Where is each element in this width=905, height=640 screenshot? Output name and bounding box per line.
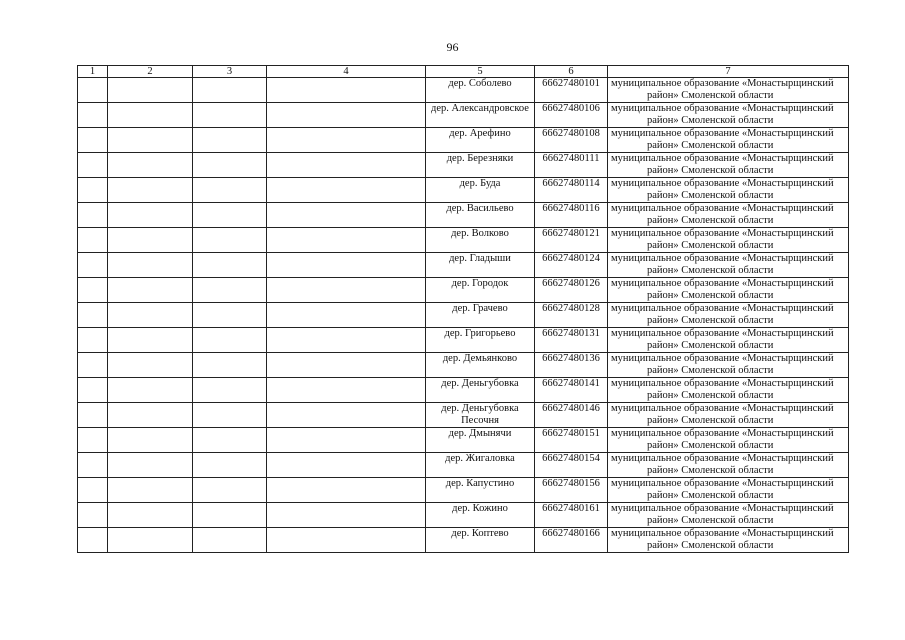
settlement-name-cell: дер. Грачево bbox=[426, 303, 535, 328]
empty-cell-col-4 bbox=[267, 428, 426, 453]
empty-cell-col-3 bbox=[193, 528, 267, 553]
oktmo-code-cell: 66627480128 bbox=[535, 303, 608, 328]
empty-cell-col-3 bbox=[193, 428, 267, 453]
municipality-line-2: район» Смоленской области bbox=[647, 189, 774, 201]
empty-cell-col-3 bbox=[193, 228, 267, 253]
table-row bbox=[78, 178, 849, 203]
empty-cell-col-4 bbox=[267, 228, 426, 253]
empty-cell-col-1 bbox=[78, 103, 108, 128]
column-header-4: 4 bbox=[267, 66, 426, 78]
municipality-line-1: муниципальное образование «Монастырщинский bbox=[611, 478, 834, 489]
empty-cell-col-1 bbox=[78, 478, 108, 503]
oktmo-code-cell: 66627480126 bbox=[535, 278, 608, 303]
empty-cell-col-2 bbox=[108, 103, 193, 128]
settlement-name-cell: дер. Буда bbox=[426, 178, 535, 203]
municipality-line-2: район» Смоленской области bbox=[647, 89, 774, 101]
empty-cell-col-4 bbox=[267, 78, 426, 103]
empty-cell-col-2 bbox=[108, 478, 193, 503]
empty-cell-col-1 bbox=[78, 153, 108, 178]
settlement-name-cell: дер. Деньгубовка Песочня bbox=[426, 403, 535, 428]
empty-cell-col-4 bbox=[267, 378, 426, 403]
empty-cell-col-4 bbox=[267, 203, 426, 228]
oktmo-code-cell: 66627480141 bbox=[535, 378, 608, 403]
column-header-7: 7 bbox=[608, 66, 849, 78]
empty-cell-col-4 bbox=[267, 453, 426, 478]
empty-cell-col-2 bbox=[108, 528, 193, 553]
municipality-cell bbox=[608, 453, 849, 478]
empty-cell-col-4 bbox=[267, 278, 426, 303]
municipality-line-1: муниципальное образование «Монастырщинский bbox=[611, 303, 834, 314]
empty-cell-col-4 bbox=[267, 153, 426, 178]
municipality-line-2: район» Смоленской области bbox=[647, 339, 774, 351]
empty-cell-col-4 bbox=[267, 303, 426, 328]
header-row bbox=[78, 66, 849, 78]
municipality-line-1: муниципальное образование «Монастырщинский bbox=[611, 228, 834, 239]
municipality-line-1: муниципальное образование «Монастырщинский bbox=[611, 78, 834, 89]
table-row bbox=[78, 153, 849, 178]
empty-cell-col-4 bbox=[267, 403, 426, 428]
empty-cell-col-3 bbox=[193, 503, 267, 528]
settlement-name-cell: дер. Жигаловка bbox=[426, 453, 535, 478]
municipality-cell bbox=[608, 153, 849, 178]
empty-cell-col-3 bbox=[193, 328, 267, 353]
empty-cell-col-1 bbox=[78, 128, 108, 153]
municipality-line-1: муниципальное образование «Монастырщинский bbox=[611, 153, 834, 164]
oktmo-code-cell: 66627480114 bbox=[535, 178, 608, 203]
table-row bbox=[78, 278, 849, 303]
municipality-cell bbox=[608, 303, 849, 328]
municipality-line-1: муниципальное образование «Монастырщинский bbox=[611, 253, 834, 264]
empty-cell-col-4 bbox=[267, 478, 426, 503]
settlement-name-cell: дер. Васильево bbox=[426, 203, 535, 228]
municipality-line-1: муниципальное образование «Монастырщинский bbox=[611, 378, 834, 389]
table-row bbox=[78, 503, 849, 528]
column-header-3: 3 bbox=[193, 66, 267, 78]
table-row bbox=[78, 253, 849, 278]
municipality-line-2: район» Смоленской области bbox=[647, 114, 774, 126]
empty-cell-col-3 bbox=[193, 278, 267, 303]
municipality-cell bbox=[608, 478, 849, 503]
table-header bbox=[78, 66, 849, 78]
settlement-name-cell: дер. Демьянково bbox=[426, 353, 535, 378]
empty-cell-col-4 bbox=[267, 353, 426, 378]
municipality-line-1: муниципальное образование «Монастырщинский bbox=[611, 328, 834, 339]
table-row bbox=[78, 478, 849, 503]
empty-cell-col-1 bbox=[78, 328, 108, 353]
municipality-cell bbox=[608, 353, 849, 378]
oktmo-code-cell: 66627480124 bbox=[535, 253, 608, 278]
empty-cell-col-2 bbox=[108, 303, 193, 328]
municipality-line-1: муниципальное образование «Монастырщинский bbox=[611, 453, 834, 464]
municipality-cell bbox=[608, 253, 849, 278]
municipality-line-2: район» Смоленской области bbox=[647, 264, 774, 276]
empty-cell-col-4 bbox=[267, 178, 426, 203]
settlement-name-cell: дер. Капустино bbox=[426, 478, 535, 503]
column-header-5: 5 bbox=[426, 66, 535, 78]
empty-cell-col-1 bbox=[78, 228, 108, 253]
empty-cell-col-3 bbox=[193, 128, 267, 153]
municipality-cell bbox=[608, 328, 849, 353]
table-row bbox=[78, 403, 849, 428]
table-row bbox=[78, 328, 849, 353]
empty-cell-col-3 bbox=[193, 103, 267, 128]
settlement-name-cell: дер. Григорьево bbox=[426, 328, 535, 353]
empty-cell-col-1 bbox=[78, 378, 108, 403]
settlement-name-cell: дер. Дмынячи bbox=[426, 428, 535, 453]
municipality-cell bbox=[608, 528, 849, 553]
oktmo-code-cell: 66627480116 bbox=[535, 203, 608, 228]
oktmo-code-cell: 66627480146 bbox=[535, 403, 608, 428]
empty-cell-col-4 bbox=[267, 528, 426, 553]
oktmo-code-cell: 66627480111 bbox=[535, 153, 608, 178]
table-row bbox=[78, 128, 849, 153]
empty-cell-col-2 bbox=[108, 453, 193, 478]
empty-cell-col-4 bbox=[267, 103, 426, 128]
empty-cell-col-3 bbox=[193, 178, 267, 203]
empty-cell-col-2 bbox=[108, 278, 193, 303]
settlement-name-cell: дер. Александровское bbox=[426, 103, 535, 128]
table-body bbox=[78, 78, 849, 553]
column-header-2: 2 bbox=[108, 66, 193, 78]
municipality-line-1: муниципальное образование «Монастырщинский bbox=[611, 528, 834, 539]
table-row bbox=[78, 428, 849, 453]
table-row bbox=[78, 378, 849, 403]
empty-cell-col-3 bbox=[193, 403, 267, 428]
municipality-line-2: район» Смоленской области bbox=[647, 139, 774, 151]
empty-cell-col-2 bbox=[108, 178, 193, 203]
settlement-name-cell: дер. Арефино bbox=[426, 128, 535, 153]
municipality-cell bbox=[608, 378, 849, 403]
settlement-name-cell: дер. Соболево bbox=[426, 78, 535, 103]
municipality-cell bbox=[608, 178, 849, 203]
empty-cell-col-1 bbox=[78, 303, 108, 328]
empty-cell-col-3 bbox=[193, 453, 267, 478]
municipality-line-1: муниципальное образование «Монастырщинский bbox=[611, 178, 834, 189]
empty-cell-col-1 bbox=[78, 453, 108, 478]
municipality-line-2: район» Смоленской области bbox=[647, 389, 774, 401]
oktmo-code-cell: 66627480166 bbox=[535, 528, 608, 553]
empty-cell-col-3 bbox=[193, 353, 267, 378]
empty-cell-col-3 bbox=[193, 203, 267, 228]
oktmo-code-cell: 66627480151 bbox=[535, 428, 608, 453]
municipality-cell bbox=[608, 78, 849, 103]
settlement-name-cell: дер. Городок bbox=[426, 278, 535, 303]
empty-cell-col-1 bbox=[78, 503, 108, 528]
table-row bbox=[78, 453, 849, 478]
settlement-name-cell: дер. Коптево bbox=[426, 528, 535, 553]
municipality-line-2: район» Смоленской области bbox=[647, 539, 774, 551]
empty-cell-col-3 bbox=[193, 153, 267, 178]
registry-table bbox=[77, 65, 849, 553]
settlement-name-cell: дер. Деньгубовка bbox=[426, 378, 535, 403]
table-row bbox=[78, 203, 849, 228]
empty-cell-col-2 bbox=[108, 328, 193, 353]
municipality-line-1: муниципальное образование «Монастырщинский bbox=[611, 128, 834, 139]
municipality-cell bbox=[608, 128, 849, 153]
oktmo-code-cell: 66627480161 bbox=[535, 503, 608, 528]
empty-cell-col-3 bbox=[193, 478, 267, 503]
municipality-cell bbox=[608, 403, 849, 428]
oktmo-code-cell: 66627480106 bbox=[535, 103, 608, 128]
settlement-name-cell: дер. Волково bbox=[426, 228, 535, 253]
table-row bbox=[78, 303, 849, 328]
oktmo-code-cell: 66627480154 bbox=[535, 453, 608, 478]
empty-cell-col-4 bbox=[267, 328, 426, 353]
oktmo-code-cell: 66627480156 bbox=[535, 478, 608, 503]
empty-cell-col-4 bbox=[267, 253, 426, 278]
empty-cell-col-1 bbox=[78, 78, 108, 103]
empty-cell-col-2 bbox=[108, 203, 193, 228]
empty-cell-col-1 bbox=[78, 353, 108, 378]
municipality-cell bbox=[608, 278, 849, 303]
column-header-6: 6 bbox=[535, 66, 608, 78]
empty-cell-col-2 bbox=[108, 78, 193, 103]
municipality-line-1: муниципальное образование «Монастырщинский bbox=[611, 203, 834, 214]
oktmo-code-cell: 66627480121 bbox=[535, 228, 608, 253]
table-row bbox=[78, 78, 849, 103]
empty-cell-col-1 bbox=[78, 403, 108, 428]
municipality-line-1: муниципальное образование «Монастырщинский bbox=[611, 403, 834, 414]
settlement-name-cell: дер. Березняки bbox=[426, 153, 535, 178]
empty-cell-col-1 bbox=[78, 253, 108, 278]
municipality-line-2: район» Смоленской области bbox=[647, 314, 774, 326]
empty-cell-col-2 bbox=[108, 503, 193, 528]
municipality-line-2: район» Смоленской области bbox=[647, 164, 774, 176]
empty-cell-col-1 bbox=[78, 278, 108, 303]
empty-cell-col-3 bbox=[193, 253, 267, 278]
empty-cell-col-2 bbox=[108, 353, 193, 378]
empty-cell-col-4 bbox=[267, 503, 426, 528]
municipality-line-1: муниципальное образование «Монастырщинский bbox=[611, 503, 834, 514]
empty-cell-col-3 bbox=[193, 303, 267, 328]
municipality-line-2: район» Смоленской области bbox=[647, 239, 774, 251]
empty-cell-col-2 bbox=[108, 153, 193, 178]
municipality-cell bbox=[608, 103, 849, 128]
table-row bbox=[78, 528, 849, 553]
empty-cell-col-3 bbox=[193, 78, 267, 103]
table-row bbox=[78, 353, 849, 378]
empty-cell-col-2 bbox=[108, 253, 193, 278]
empty-cell-col-2 bbox=[108, 128, 193, 153]
municipality-line-2: район» Смоленской области bbox=[647, 439, 774, 451]
table-row bbox=[78, 228, 849, 253]
settlement-name-cell: дер. Кожино bbox=[426, 503, 535, 528]
municipality-line-2: район» Смоленской области bbox=[647, 414, 774, 426]
oktmo-code-cell: 66627480131 bbox=[535, 328, 608, 353]
empty-cell-col-1 bbox=[78, 178, 108, 203]
oktmo-code-cell: 66627480108 bbox=[535, 128, 608, 153]
municipality-line-2: район» Смоленской области bbox=[647, 489, 774, 501]
municipality-line-1: муниципальное образование «Монастырщинский bbox=[611, 353, 834, 364]
municipality-cell bbox=[608, 503, 849, 528]
municipality-line-2: район» Смоленской области bbox=[647, 214, 774, 226]
municipality-cell bbox=[608, 228, 849, 253]
table-row bbox=[78, 103, 849, 128]
empty-cell-col-2 bbox=[108, 228, 193, 253]
empty-cell-col-1 bbox=[78, 528, 108, 553]
empty-cell-col-1 bbox=[78, 203, 108, 228]
empty-cell-col-4 bbox=[267, 128, 426, 153]
settlement-name-cell: дер. Гладыши bbox=[426, 253, 535, 278]
oktmo-code-cell: 66627480136 bbox=[535, 353, 608, 378]
page-number: 96 bbox=[446, 40, 459, 54]
empty-cell-col-2 bbox=[108, 428, 193, 453]
municipality-cell bbox=[608, 203, 849, 228]
municipality-line-2: район» Смоленской области bbox=[647, 364, 774, 376]
empty-cell-col-2 bbox=[108, 403, 193, 428]
municipality-line-1: муниципальное образование «Монастырщинский bbox=[611, 103, 834, 114]
empty-cell-col-2 bbox=[108, 378, 193, 403]
municipality-line-1: муниципальное образование «Монастырщинский bbox=[611, 278, 834, 289]
municipality-cell bbox=[608, 428, 849, 453]
empty-cell-col-1 bbox=[78, 428, 108, 453]
municipality-line-1: муниципальное образование «Монастырщинский bbox=[611, 428, 834, 439]
municipality-line-2: район» Смоленской области bbox=[647, 464, 774, 476]
oktmo-code-cell: 66627480101 bbox=[535, 78, 608, 103]
municipality-line-2: район» Смоленской области bbox=[647, 514, 774, 526]
empty-cell-col-3 bbox=[193, 378, 267, 403]
municipality-line-2: район» Смоленской области bbox=[647, 289, 774, 301]
column-header-1: 1 bbox=[78, 66, 108, 78]
